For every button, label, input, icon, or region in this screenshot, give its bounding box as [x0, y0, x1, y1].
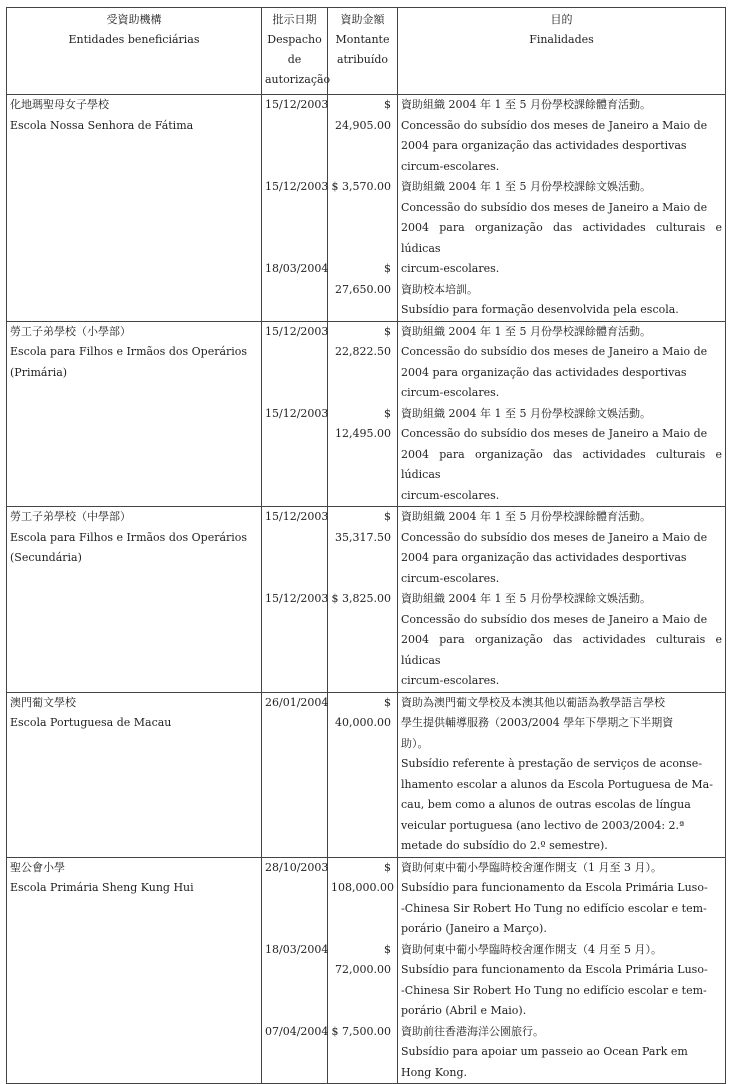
grants-table: [6, 7, 726, 1084]
grant-date: 15/12/2003: [265, 510, 329, 523]
purpose-chinese-line: 資助組織 2004 年 1 至 5 月份學校課餘文娛活動。: [401, 180, 651, 193]
purpose-chinese-line: 資助組織 2004 年 1 至 5 月份學校課餘文娛活動。: [401, 592, 651, 605]
grant-purpose: [401, 1022, 722, 1084]
purpose-portuguese-line: Subsídio para funcionamento da Escola Primária Luso-: [401, 881, 708, 894]
purpose-cell: [398, 321, 726, 507]
grant-purpose: [401, 589, 722, 692]
amount-cell: [328, 507, 398, 693]
grant-amount: $ 40,000.00: [335, 695, 391, 729]
grant-purpose: [401, 177, 722, 280]
purpose-portuguese-line: Hong Kong.: [401, 1065, 468, 1079]
date-cell: [262, 321, 328, 507]
purpose-portuguese-line: circum-escolares.: [401, 571, 500, 585]
amount-cell: [328, 857, 398, 1084]
header-amount: 資助金額 Montante atribuído: [328, 8, 398, 95]
purpose-portuguese-line: 2004 para organização das actividades culturais e lúdicas: [401, 221, 722, 255]
grant-amount: $ 3,825.00: [331, 592, 391, 605]
entity-name-line: Escola para Filhos e Irmãos dos Operários: [10, 345, 248, 358]
header-purpose: 目的 Finalidades: [398, 8, 726, 95]
purpose-cell: [398, 95, 726, 322]
grant-amount: $ 12,495.00: [335, 406, 391, 440]
grant-date: 18/03/2004: [265, 942, 329, 956]
purpose-portuguese-line: 2004 para organização das actividades desportivas: [401, 139, 687, 152]
purpose-cell: [398, 692, 726, 857]
header-row: [7, 8, 726, 95]
grant-date: 15/12/2003: [265, 324, 329, 338]
table-row: [7, 321, 726, 507]
amount-cell: [328, 692, 398, 857]
purpose-chinese-line: 資助組織 2004 年 1 至 5 月份學校課餘體育活動。: [401, 324, 651, 338]
purpose-portuguese-line: veicular portuguesa (ano lectivo de 2003/2004: 2.ª: [401, 818, 685, 832]
purpose-chinese-line: 資助何東中葡小學臨時校舍運作開支（4 月至 5 月）。: [401, 942, 662, 956]
document-page: [6, 7, 726, 1084]
grant-amount: $ 3,570.00: [331, 180, 391, 193]
date-cell: [262, 692, 328, 857]
grant-amount: $ 72,000.00: [335, 942, 391, 976]
purpose-portuguese-line: Concessão do subsídio dos meses de Janeiro a Maio de: [401, 118, 708, 132]
purpose-portuguese-line: metade do subsídio do 2.º semestre).: [401, 839, 608, 852]
entity-cell: [7, 95, 262, 322]
purpose-chinese-line: 助）。: [401, 736, 429, 750]
purpose-chinese-line: 資助組織 2004 年 1 至 5 月份學校課餘體育活動。: [401, 510, 651, 523]
purpose-portuguese-line: 2004 para organização das actividades culturais e lúdicas: [401, 447, 722, 481]
purpose-portuguese-line: circum-escolares.: [401, 674, 500, 687]
grant-date: 15/12/2003: [265, 406, 329, 420]
purpose-portuguese-line: -Chinesa Sir Robert Ho Tung no edifício escolar e tem-: [401, 901, 707, 915]
grant-date: 18/03/2004: [265, 262, 329, 275]
table-row: [7, 507, 726, 693]
purpose-portuguese-line: -Chinesa Sir Robert Ho Tung no edifício escolar e tem-: [401, 983, 707, 997]
grant-date: 15/12/2003: [265, 592, 329, 605]
grant-amount: $ 7,500.00: [331, 1024, 391, 1038]
purpose-portuguese-line: circum-escolares.: [401, 159, 500, 173]
entity-name-line: Escola para Filhos e Irmãos dos Operários: [10, 530, 248, 544]
table-row: [7, 692, 726, 857]
entity-cell: [7, 321, 262, 507]
entity-name-line: 勞工子弟學校（中學部）: [10, 510, 131, 523]
purpose-portuguese-line: Subsídio referente à prestação de serviços de aconse-: [401, 757, 702, 770]
purpose-portuguese-line: 2004 para organização das actividades culturais e lúdicas: [401, 633, 722, 667]
grant-date: 26/01/2004: [265, 695, 329, 709]
grant-amount: $ 24,905.00: [335, 98, 391, 132]
purpose-cell: [398, 507, 726, 693]
entity-cell: [7, 857, 262, 1084]
grant-amount: $ 108,000.00: [331, 860, 394, 894]
purpose-chinese-line: 學生提供輔導服務（2003/2004 學年下學期之下半期資: [401, 716, 674, 729]
entity-name-line: Escola Nossa Senhora de Fátima: [10, 118, 194, 132]
purpose-chinese-line: 資助為澳門葡文學校及本澳其他以葡語為教學語言學校: [401, 695, 665, 709]
purpose-portuguese-line: circum-escolares.: [401, 488, 500, 502]
date-cell: [262, 95, 328, 322]
purpose-portuguese-line: circum-escolares.: [401, 262, 500, 275]
entity-name-line: 澳門葡文學校: [10, 695, 76, 709]
table-row: [7, 857, 726, 1084]
grant-purpose: [401, 940, 722, 1022]
date-cell: [262, 857, 328, 1084]
purpose-portuguese-line: Subsídio para apoiar um passeio ao Ocean Park em: [401, 1045, 688, 1058]
purpose-portuguese-line: lhamento escolar a alunos da Escola Portuguesa de Ma-: [401, 777, 713, 791]
purpose-chinese-line: 資助組織 2004 年 1 至 5 月份學校課餘體育活動。: [401, 98, 651, 111]
purpose-portuguese-line: Concessão do subsídio dos meses de Janeiro a Maio de: [401, 200, 708, 214]
purpose-portuguese-line: circum-escolares.: [401, 386, 500, 399]
purpose-portuguese-line: porário (Abril e Maio).: [401, 1004, 527, 1017]
grant-purpose: [401, 404, 722, 507]
purpose-portuguese-line: Concessão do subsídio dos meses de Janeiro a Maio de: [401, 427, 708, 440]
purpose-cell: [398, 857, 726, 1084]
purpose-portuguese-line: Concessão do subsídio dos meses de Janeiro a Maio de: [401, 345, 708, 358]
grant-amount: $ 22,822.50: [335, 324, 391, 358]
grant-purpose: [401, 95, 722, 177]
purpose-portuguese-line: 2004 para organização das actividades desportivas: [401, 551, 687, 564]
amount-cell: [328, 95, 398, 322]
purpose-portuguese-line: porário (Janeiro a Março).: [401, 922, 547, 935]
entity-name-line: (Secundária): [10, 551, 82, 564]
grant-date: 15/12/2003: [265, 180, 329, 193]
grant-purpose: [401, 507, 722, 589]
purpose-portuguese-line: Concessão do subsídio dos meses de Janeiro a Maio de: [401, 530, 708, 544]
grant-date: 28/10/2003: [265, 860, 329, 874]
purpose-chinese-line: 資助組織 2004 年 1 至 5 月份學校課餘文娛活動。: [401, 406, 651, 420]
purpose-portuguese-line: 2004 para organização das actividades desportivas: [401, 365, 687, 379]
grant-purpose: [401, 322, 722, 404]
purpose-chinese-line: 資助校本培訓。: [401, 282, 478, 296]
header-entities: 受資助機構 Entidades beneficiárias: [7, 8, 262, 95]
table-row: [7, 95, 726, 322]
grant-purpose: [401, 858, 722, 940]
grant-purpose: [401, 693, 722, 857]
grant-amount: $ 27,650.00: [335, 262, 391, 296]
purpose-portuguese-line: Subsídio para funcionamento da Escola Primária Luso-: [401, 963, 708, 976]
header-date: 批示日期 Despacho de autorização: [262, 8, 328, 95]
entity-name-line: 聖公會小學: [10, 860, 65, 874]
amount-cell: [328, 321, 398, 507]
grant-amount: $ 35,317.50: [335, 510, 391, 544]
purpose-portuguese-line: Concessão do subsídio dos meses de Janeiro a Maio de: [401, 612, 708, 626]
purpose-chinese-line: 資助前往香港海洋公園旅行。: [401, 1024, 544, 1038]
entity-name-line: 勞工子弟學校（小學部）: [10, 324, 131, 338]
entity-name-line: Escola Portuguesa de Macau: [10, 716, 172, 729]
date-cell: [262, 507, 328, 693]
grant-date: 07/04/2004: [265, 1024, 329, 1038]
entity-name-line: 化地瑪聖母女子學校: [10, 98, 109, 111]
entity-name-line: (Primária): [10, 365, 68, 379]
grant-date: 15/12/2003: [265, 98, 329, 111]
grant-purpose: [401, 280, 722, 321]
entity-name-line: Escola Primária Sheng Kung Hui: [10, 881, 194, 894]
purpose-portuguese-line: Subsídio para formação desenvolvida pela escola.: [401, 303, 679, 316]
entity-cell: [7, 507, 262, 693]
purpose-portuguese-line: cau, bem como a alunos de outras escolas de língua: [401, 798, 691, 811]
purpose-chinese-line: 資助何東中葡小學臨時校舍運作開支（1 月至 3 月）。: [401, 860, 662, 874]
entity-cell: [7, 692, 262, 857]
